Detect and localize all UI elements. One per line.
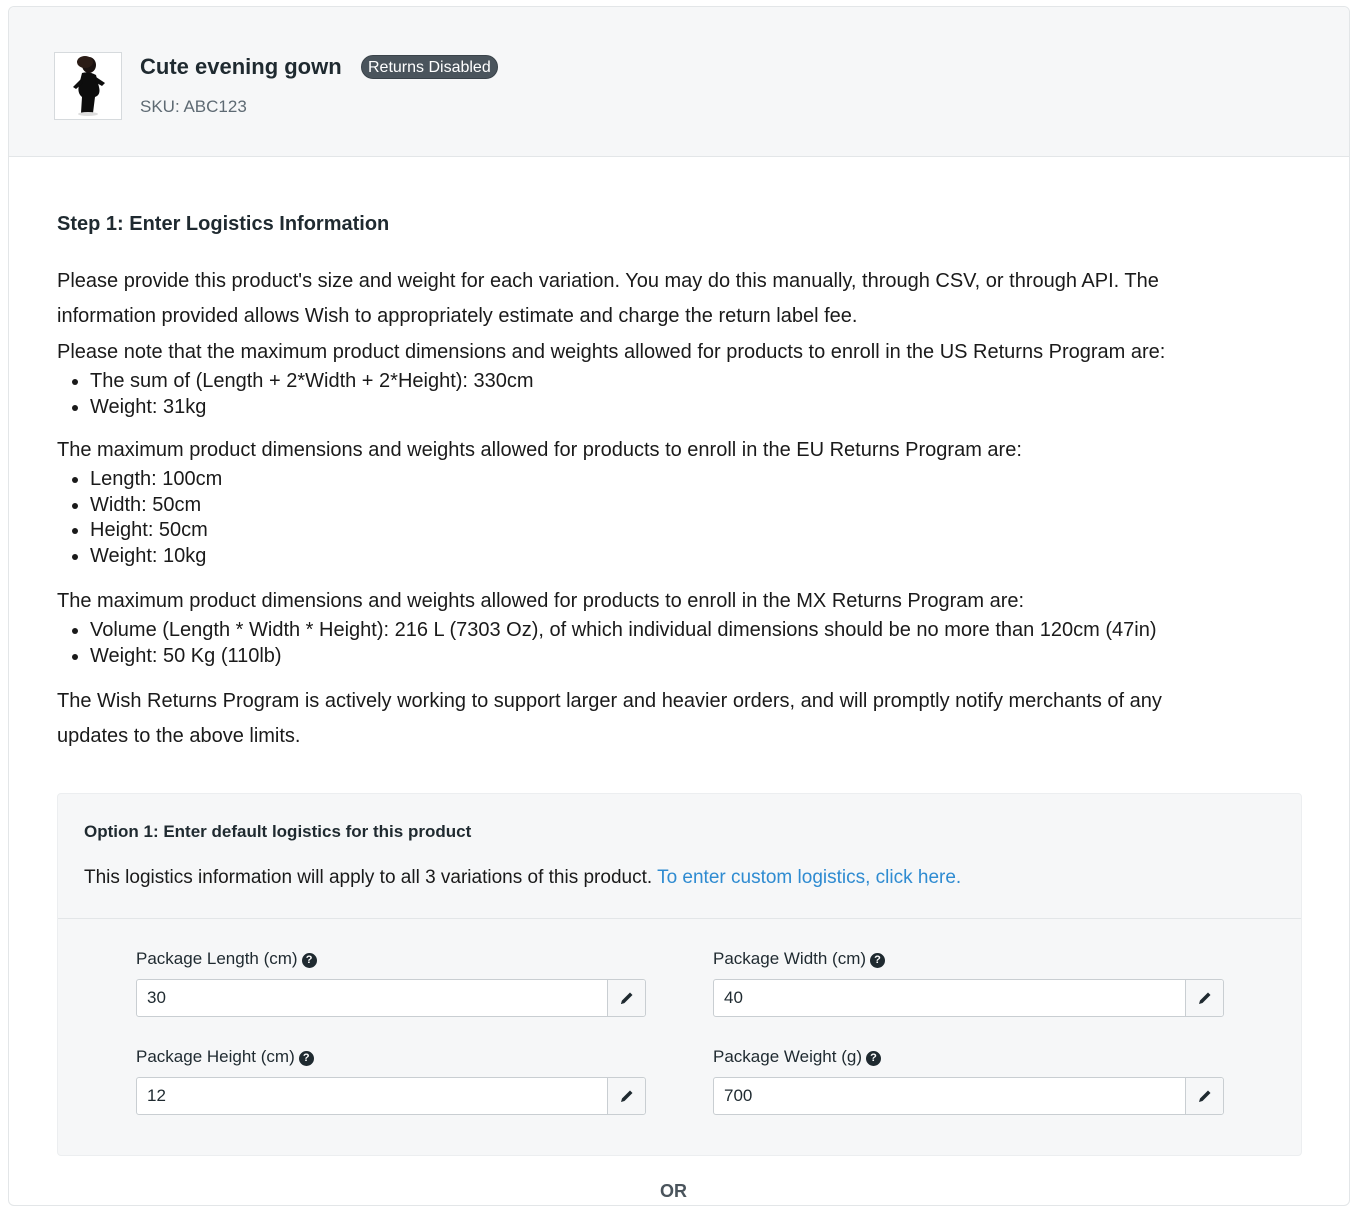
- list-item: • Width: 50cm: [90, 493, 222, 519]
- step-title: Step 1: Enter Logistics Information: [57, 213, 390, 235]
- outro-line-1: The Wish Returns Program is actively working to support larger and heavier orders, and will promptly notify merchants of any: [57, 690, 1162, 712]
- weight-edit-button[interactable]: [1185, 1078, 1223, 1114]
- mx-limits-intro: The maximum product dimensions and weights allowed for products to enroll in the MX Returns Program are:: [57, 590, 1025, 612]
- length-input[interactable]: [137, 980, 607, 1016]
- list-item: • Weight: 10kg: [90, 544, 222, 570]
- product-header: [9, 7, 1349, 157]
- pencil-icon: [619, 1088, 635, 1104]
- weight-label-text: Package Weight (g): [713, 1047, 862, 1066]
- pencil-icon: [1197, 1088, 1213, 1104]
- list-item: • Height: 50cm: [90, 518, 222, 544]
- width-label: [713, 948, 885, 970]
- returns-status-badge: Returns Disabled: [361, 55, 498, 79]
- product-sku: SKU: ABC123: [140, 97, 247, 116]
- width-label-text: Package Width (cm): [713, 949, 867, 968]
- height-label-text: Package Height (cm): [136, 1047, 295, 1066]
- or-separator: OR: [660, 1181, 687, 1201]
- product-thumbnail: [54, 52, 122, 120]
- option-1-title: Option 1: Enter default logistics for this product: [84, 822, 472, 841]
- help-icon[interactable]: ?: [302, 953, 317, 968]
- mx-limits-list: [57, 618, 1157, 669]
- product-card: [8, 6, 1350, 1206]
- intro-line-2: information provided allows Wish to appropriately estimate and charge the return label fee.: [57, 305, 858, 327]
- list-item: • Weight: 31kg: [90, 395, 534, 421]
- custom-logistics-link[interactable]: To enter custom logistics, click here.: [657, 867, 962, 888]
- intro-line-1: Please provide this product's size and weight for each variation. You may do this manually, through CSV, or through API. The: [57, 270, 1159, 292]
- eu-limits-list: [57, 467, 222, 569]
- height-input[interactable]: [137, 1078, 607, 1114]
- outro-paragraph: [57, 684, 1257, 754]
- width-field: [713, 979, 1224, 1017]
- option-1-panel: [57, 793, 1302, 1156]
- width-edit-button[interactable]: [1185, 980, 1223, 1016]
- length-label-text: Package Length (cm): [136, 949, 298, 968]
- height-edit-button[interactable]: [607, 1078, 645, 1114]
- height-field: [136, 1077, 646, 1115]
- option-1-description: [84, 867, 961, 889]
- weight-field: [713, 1077, 1224, 1115]
- length-edit-button[interactable]: [607, 980, 645, 1016]
- help-icon[interactable]: ?: [870, 953, 885, 968]
- list-item: • Length: 100cm: [90, 467, 222, 493]
- list-item: • Weight: 50 Kg (110lb): [90, 644, 1157, 670]
- pencil-icon: [619, 990, 635, 1006]
- help-icon[interactable]: ?: [299, 1051, 314, 1066]
- us-limits-list: [57, 369, 534, 420]
- list-item: • The sum of (Length + 2*Width + 2*Height): 330cm: [90, 369, 534, 395]
- product-name: Cute evening gown: [140, 54, 342, 79]
- pencil-icon: [1197, 990, 1213, 1006]
- eu-limits-intro: The maximum product dimensions and weights allowed for products to enroll in the EU Returns Program are:: [57, 439, 1022, 461]
- divider: [58, 918, 1301, 919]
- outro-line-2: updates to the above limits.: [57, 725, 301, 747]
- list-item: • Volume (Length * Width * Height): 216 L (7303 Oz), of which individual dimensions should be no more than 120cm (47in): [90, 618, 1157, 644]
- length-field: [136, 979, 646, 1017]
- weight-label: [713, 1046, 881, 1068]
- length-label: [136, 948, 317, 970]
- product-image: [55, 53, 121, 119]
- intro-paragraph: [57, 264, 1257, 334]
- us-limits-intro: Please note that the maximum product dimensions and weights allowed for products to enroll in the US Returns Program are:: [57, 341, 1166, 363]
- option-1-desc-text: This logistics information will apply to all 3 variations of this product.: [84, 867, 653, 888]
- weight-input[interactable]: [714, 1078, 1185, 1114]
- width-input[interactable]: [714, 980, 1185, 1016]
- help-icon[interactable]: ?: [866, 1051, 881, 1066]
- height-label: [136, 1046, 314, 1068]
